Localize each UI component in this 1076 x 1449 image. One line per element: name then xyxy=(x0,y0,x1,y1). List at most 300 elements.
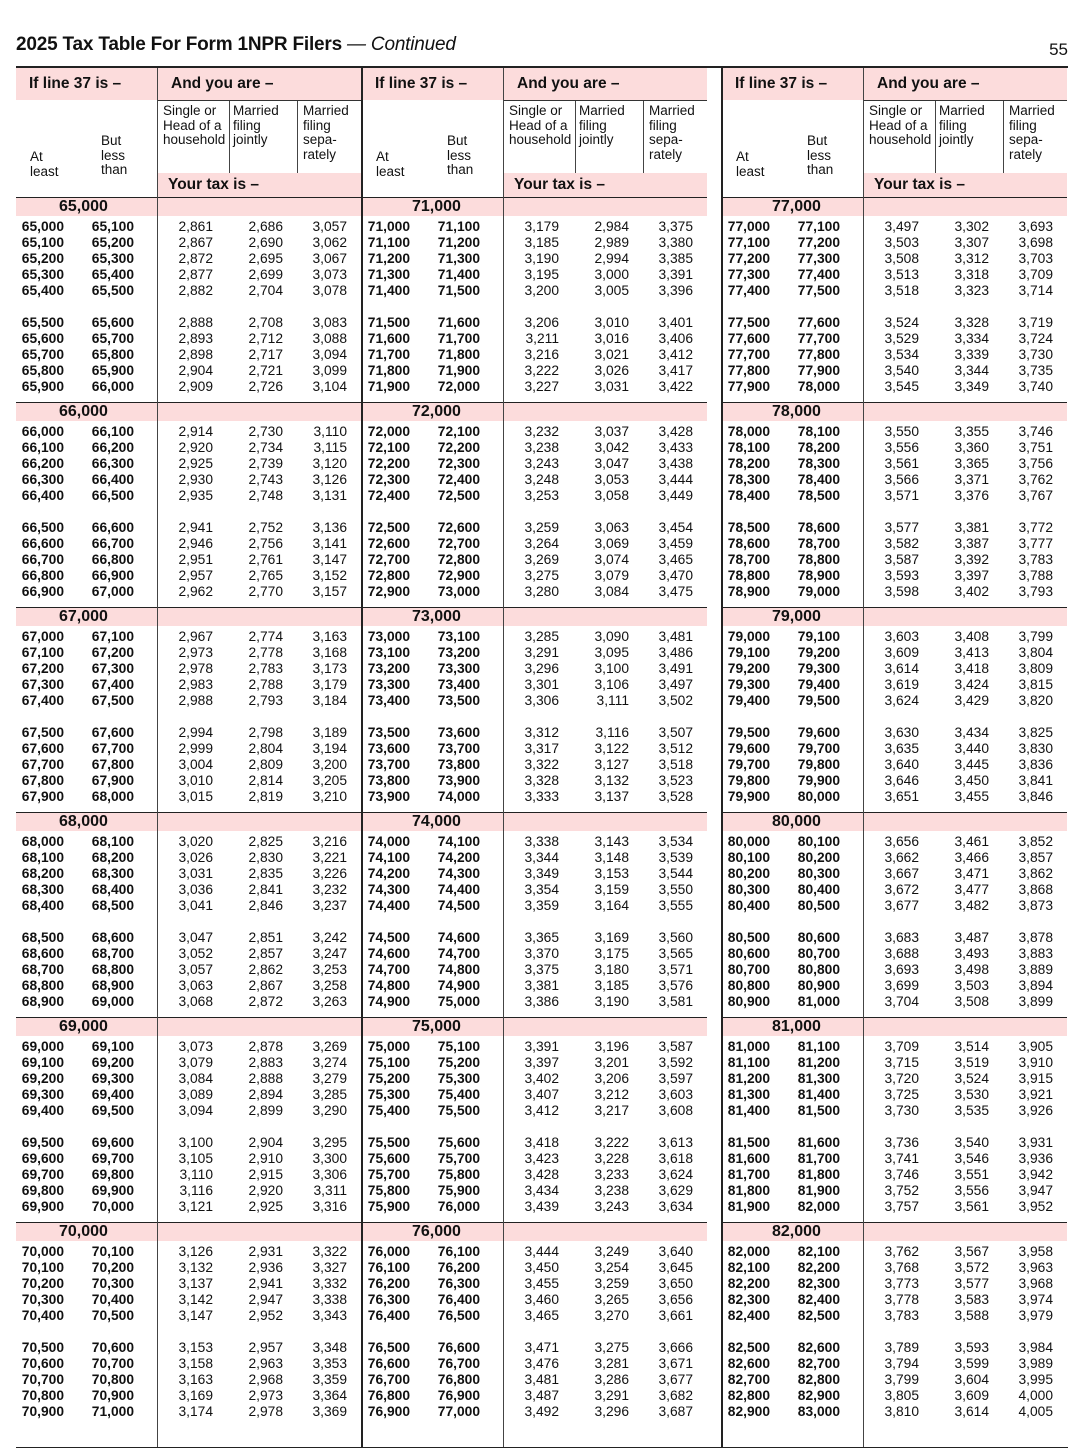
single-tax-value: 3,370 xyxy=(524,946,559,961)
table-row xyxy=(722,773,1067,789)
married-separately-tax-value: 3,592 xyxy=(658,1055,693,1070)
at-least-value: 67,000 xyxy=(21,629,64,644)
married-jointly-tax-value: 3,561 xyxy=(954,1199,989,1214)
table-row xyxy=(722,363,1067,379)
single-tax-value: 3,741 xyxy=(884,1151,919,1166)
at-least-value: 80,100 xyxy=(727,850,770,865)
married-separately-tax-value: 3,958 xyxy=(1018,1244,1053,1259)
at-least-value: 74,500 xyxy=(367,930,410,945)
table-row xyxy=(16,1308,361,1324)
but-less-than-value: 82,600 xyxy=(797,1340,840,1355)
married-jointly-tax-value: 3,069 xyxy=(594,536,629,551)
at-least-value: 81,300 xyxy=(727,1087,770,1102)
at-least-value: 82,300 xyxy=(727,1292,770,1307)
married-jointly-tax-value: 2,783 xyxy=(248,661,283,676)
married-separately-tax-value: 3,279 xyxy=(312,1071,347,1086)
if-line-label: If line 37 is – xyxy=(29,75,122,92)
body-column-divider xyxy=(863,197,864,1447)
single-tax-value: 3,381 xyxy=(524,978,559,993)
married-separately-tax-value: 3,788 xyxy=(1018,568,1053,583)
table-row xyxy=(362,267,707,283)
married-separately-tax-value: 3,057 xyxy=(312,219,347,234)
band-label: 77,000 xyxy=(772,198,821,215)
at-least-value: 75,000 xyxy=(367,1039,410,1054)
single-tax-value: 3,534 xyxy=(884,347,919,362)
table-row xyxy=(362,1340,707,1356)
but-less-than-value: 77,400 xyxy=(797,267,840,282)
married-separately-tax-value: 3,915 xyxy=(1018,1071,1053,1086)
married-jointly-tax-value: 3,349 xyxy=(954,379,989,394)
single-tax-value: 3,603 xyxy=(884,629,919,644)
at-least-value: 69,600 xyxy=(21,1151,64,1166)
single-tax-value: 3,762 xyxy=(884,1244,919,1259)
table-row xyxy=(362,1167,707,1183)
at-least-value: 66,600 xyxy=(21,536,64,551)
but-less-than-value: 70,700 xyxy=(91,1356,134,1371)
but-less-than-value: 75,200 xyxy=(437,1055,480,1070)
but-less-than-value: 74,300 xyxy=(437,866,480,881)
body-column-divider xyxy=(157,197,158,1447)
table-row xyxy=(722,568,1067,584)
but-less-than-value: 80,100 xyxy=(797,834,840,849)
table-row xyxy=(362,1276,707,1292)
married-jointly-tax-value: 2,862 xyxy=(248,962,283,977)
at-least-value: 82,100 xyxy=(727,1260,770,1275)
at-least-value: 79,200 xyxy=(727,661,770,676)
your-tax-is-label: Your tax is – xyxy=(514,176,606,193)
married-separately-tax-value: 3,285 xyxy=(312,1087,347,1102)
table-row xyxy=(722,1388,1067,1404)
married-separately-tax-value: 3,565 xyxy=(658,946,693,961)
table-row xyxy=(16,789,361,805)
col-at-least: At least xyxy=(376,149,405,179)
page-title xyxy=(16,34,456,56)
at-least-value: 69,500 xyxy=(21,1135,64,1150)
single-tax-value: 3,423 xyxy=(524,1151,559,1166)
single-tax-value: 3,264 xyxy=(524,536,559,551)
table-row xyxy=(722,1135,1067,1151)
married-jointly-tax-value: 3,217 xyxy=(594,1103,629,1118)
single-tax-value: 3,487 xyxy=(524,1388,559,1403)
col-single: Single or Head of a household xyxy=(163,103,226,147)
if-line-header xyxy=(722,68,863,100)
but-less-than-value: 65,300 xyxy=(91,251,134,266)
but-less-than-value: 71,900 xyxy=(437,363,480,378)
married-separately-tax-value: 3,205 xyxy=(312,773,347,788)
married-jointly-tax-value: 3,259 xyxy=(594,1276,629,1291)
table-row xyxy=(362,1199,707,1215)
at-least-value: 71,200 xyxy=(367,251,410,266)
married-separately-tax-value: 3,189 xyxy=(312,725,347,740)
at-least-value: 65,300 xyxy=(21,267,64,282)
married-jointly-tax-value: 3,238 xyxy=(594,1183,629,1198)
married-jointly-tax-value: 3,312 xyxy=(954,251,989,266)
married-separately-tax-value: 3,815 xyxy=(1018,677,1053,692)
table-row xyxy=(16,1039,361,1055)
single-tax-value: 3,338 xyxy=(524,834,559,849)
table-row xyxy=(16,1103,361,1119)
married-jointly-tax-value: 3,302 xyxy=(954,219,989,234)
single-tax-value: 3,306 xyxy=(524,693,559,708)
married-jointly-tax-value: 2,941 xyxy=(248,1276,283,1291)
married-separately-tax-value: 3,449 xyxy=(658,488,693,503)
at-least-value: 76,500 xyxy=(367,1340,410,1355)
married-separately-tax-value: 3,830 xyxy=(1018,741,1053,756)
but-less-than-value: 66,000 xyxy=(91,379,134,394)
table-row xyxy=(722,850,1067,866)
married-jointly-tax-value: 3,487 xyxy=(954,930,989,945)
married-separately-tax-value: 3,126 xyxy=(312,472,347,487)
but-less-than-value: 67,100 xyxy=(91,629,134,644)
single-tax-value: 3,630 xyxy=(884,725,919,740)
single-tax-value: 3,662 xyxy=(884,850,919,865)
body-column-divider xyxy=(503,197,504,1447)
single-tax-value: 3,285 xyxy=(524,629,559,644)
but-less-than-value: 76,800 xyxy=(437,1372,480,1387)
band-header xyxy=(362,812,707,831)
married-separately-tax-value: 3,073 xyxy=(312,267,347,282)
at-least-value: 80,800 xyxy=(727,978,770,993)
but-less-than-value: 66,200 xyxy=(91,440,134,455)
married-separately-tax-value: 3,587 xyxy=(658,1039,693,1054)
married-separately-tax-value: 3,173 xyxy=(312,661,347,676)
table-row xyxy=(16,693,361,709)
single-tax-value: 2,999 xyxy=(178,741,213,756)
single-tax-value: 3,238 xyxy=(524,440,559,455)
single-tax-value: 3,026 xyxy=(178,850,213,865)
col-married-separately: Married filing sepa- rately xyxy=(303,103,349,162)
single-tax-value: 3,805 xyxy=(884,1388,919,1403)
married-separately-tax-value: 3,343 xyxy=(312,1308,347,1323)
single-tax-value: 3,789 xyxy=(884,1340,919,1355)
single-tax-value: 3,089 xyxy=(178,1087,213,1102)
married-jointly-tax-value: 3,010 xyxy=(594,315,629,330)
table-row xyxy=(362,629,707,645)
but-less-than-value: 73,000 xyxy=(437,584,480,599)
table-row xyxy=(722,1183,1067,1199)
at-least-value: 73,100 xyxy=(367,645,410,660)
at-least-value: 71,600 xyxy=(367,331,410,346)
but-less-than-value: 68,200 xyxy=(91,850,134,865)
married-separately-tax-value: 3,179 xyxy=(312,677,347,692)
married-jointly-tax-value: 2,952 xyxy=(248,1308,283,1323)
married-jointly-tax-value: 3,471 xyxy=(954,866,989,881)
at-least-value: 68,100 xyxy=(21,850,64,865)
single-tax-value: 3,253 xyxy=(524,488,559,503)
band-label: 82,000 xyxy=(772,1223,821,1240)
married-separately-tax-value: 3,385 xyxy=(658,251,693,266)
table-row xyxy=(16,1356,361,1372)
married-separately-tax-value: 3,094 xyxy=(312,347,347,362)
married-separately-tax-value: 3,883 xyxy=(1018,946,1053,961)
table-row xyxy=(16,741,361,757)
married-jointly-tax-value: 3,593 xyxy=(954,1340,989,1355)
table-row xyxy=(722,1308,1067,1324)
tax-table xyxy=(16,66,1068,1448)
married-jointly-tax-value: 3,440 xyxy=(954,741,989,756)
at-least-value: 76,100 xyxy=(367,1260,410,1275)
married-separately-tax-value: 3,746 xyxy=(1018,424,1053,439)
col-single: Single or Head of a household xyxy=(869,103,932,147)
table-row xyxy=(722,219,1067,235)
but-less-than-value: 77,500 xyxy=(797,283,840,298)
single-tax-value: 3,179 xyxy=(524,219,559,234)
single-tax-value: 3,163 xyxy=(178,1372,213,1387)
but-less-than-value: 71,200 xyxy=(437,235,480,250)
at-least-value: 71,700 xyxy=(367,347,410,362)
single-tax-value: 3,174 xyxy=(178,1404,213,1419)
married-separately-tax-value: 3,226 xyxy=(312,866,347,881)
but-less-than-value: 79,100 xyxy=(797,629,840,644)
single-tax-value: 2,941 xyxy=(178,520,213,535)
married-jointly-tax-value: 3,365 xyxy=(954,456,989,471)
single-tax-value: 3,746 xyxy=(884,1167,919,1182)
married-jointly-tax-value: 3,254 xyxy=(594,1260,629,1275)
single-tax-value: 3,471 xyxy=(524,1340,559,1355)
married-jointly-tax-value: 2,867 xyxy=(248,978,283,993)
married-jointly-tax-value: 2,748 xyxy=(248,488,283,503)
single-tax-value: 3,693 xyxy=(884,962,919,977)
at-least-value: 77,600 xyxy=(727,331,770,346)
but-less-than-value: 77,600 xyxy=(797,315,840,330)
married-separately-tax-value: 3,783 xyxy=(1018,552,1053,567)
married-separately-tax-value: 3,247 xyxy=(312,946,347,961)
married-separately-tax-value: 3,104 xyxy=(312,379,347,394)
married-jointly-tax-value: 3,037 xyxy=(594,424,629,439)
married-separately-tax-value: 3,846 xyxy=(1018,789,1053,804)
married-separately-tax-value: 3,258 xyxy=(312,978,347,993)
at-least-value: 68,200 xyxy=(21,866,64,881)
and-you-are-label: And you are – xyxy=(171,75,274,92)
at-least-value: 69,800 xyxy=(21,1183,64,1198)
at-least-value: 78,000 xyxy=(727,424,770,439)
table-row xyxy=(722,283,1067,299)
single-tax-value: 3,418 xyxy=(524,1135,559,1150)
at-least-value: 80,500 xyxy=(727,930,770,945)
table-row xyxy=(722,898,1067,914)
married-jointly-tax-value: 3,535 xyxy=(954,1103,989,1118)
single-tax-value: 3,349 xyxy=(524,866,559,881)
single-tax-value: 3,556 xyxy=(884,440,919,455)
but-less-than-value: 73,500 xyxy=(437,693,480,708)
header-rule xyxy=(504,100,707,101)
single-tax-value: 3,725 xyxy=(884,1087,919,1102)
at-least-value: 74,300 xyxy=(367,882,410,897)
married-jointly-tax-value: 2,931 xyxy=(248,1244,283,1259)
at-least-value: 70,100 xyxy=(21,1260,64,1275)
married-separately-tax-value: 3,899 xyxy=(1018,994,1053,1009)
single-tax-value: 3,232 xyxy=(524,424,559,439)
at-least-value: 80,000 xyxy=(727,834,770,849)
at-least-value: 77,500 xyxy=(727,315,770,330)
married-jointly-tax-value: 2,899 xyxy=(248,1103,283,1118)
at-least-value: 81,700 xyxy=(727,1167,770,1182)
at-least-value: 81,400 xyxy=(727,1103,770,1118)
married-separately-tax-value: 3,470 xyxy=(658,568,693,583)
table-row xyxy=(16,1071,361,1087)
at-least-value: 79,700 xyxy=(727,757,770,772)
single-tax-value: 2,882 xyxy=(178,283,213,298)
at-least-value: 68,500 xyxy=(21,930,64,945)
single-tax-value: 3,200 xyxy=(524,283,559,298)
but-less-than-value: 70,400 xyxy=(91,1292,134,1307)
table-row xyxy=(16,1055,361,1071)
married-jointly-tax-value: 2,756 xyxy=(248,536,283,551)
married-jointly-tax-value: 2,708 xyxy=(248,315,283,330)
table-row xyxy=(362,1151,707,1167)
married-jointly-tax-value: 2,830 xyxy=(248,850,283,865)
but-less-than-value: 80,600 xyxy=(797,930,840,945)
single-tax-value: 3,317 xyxy=(524,741,559,756)
but-less-than-value: 77,300 xyxy=(797,251,840,266)
married-jointly-tax-value: 3,556 xyxy=(954,1183,989,1198)
but-less-than-value: 72,000 xyxy=(437,379,480,394)
at-least-value: 72,700 xyxy=(367,552,410,567)
table-row xyxy=(362,1308,707,1324)
table-row xyxy=(16,584,361,600)
at-least-value: 75,600 xyxy=(367,1151,410,1166)
table-row xyxy=(722,1244,1067,1260)
table-row xyxy=(362,1356,707,1372)
table-row xyxy=(362,1372,707,1388)
married-separately-tax-value: 3,576 xyxy=(658,978,693,993)
married-jointly-tax-value: 2,809 xyxy=(248,757,283,772)
table-row xyxy=(16,1151,361,1167)
at-least-value: 72,600 xyxy=(367,536,410,551)
but-less-than-value: 73,100 xyxy=(437,629,480,644)
but-less-than-value: 79,600 xyxy=(797,725,840,740)
at-least-value: 78,700 xyxy=(727,552,770,567)
married-jointly-tax-value: 3,286 xyxy=(594,1372,629,1387)
married-separately-tax-value: 3,475 xyxy=(658,584,693,599)
single-tax-value: 3,063 xyxy=(178,978,213,993)
single-tax-value: 3,640 xyxy=(884,757,919,772)
at-least-value: 76,600 xyxy=(367,1356,410,1371)
single-tax-value: 3,508 xyxy=(884,251,919,266)
but-less-than-value: 80,000 xyxy=(797,789,840,804)
but-less-than-value: 82,000 xyxy=(797,1199,840,1214)
married-separately-tax-value: 3,666 xyxy=(658,1340,693,1355)
married-separately-tax-value: 3,730 xyxy=(1018,347,1053,362)
at-least-value: 76,000 xyxy=(367,1244,410,1259)
but-less-than-value: 65,900 xyxy=(91,363,134,378)
married-separately-tax-value: 3,984 xyxy=(1018,1340,1053,1355)
married-jointly-tax-value: 3,190 xyxy=(594,994,629,1009)
at-least-value: 71,400 xyxy=(367,283,410,298)
table-row xyxy=(16,379,361,395)
single-tax-value: 2,957 xyxy=(178,568,213,583)
but-less-than-value: 74,100 xyxy=(437,834,480,849)
single-tax-value: 3,052 xyxy=(178,946,213,961)
table-row xyxy=(362,584,707,600)
single-tax-value: 3,243 xyxy=(524,456,559,471)
at-least-value: 69,000 xyxy=(21,1039,64,1054)
table-row xyxy=(16,488,361,504)
band-label: 76,000 xyxy=(412,1223,461,1240)
married-separately-tax-value: 3,088 xyxy=(312,331,347,346)
table-row xyxy=(362,773,707,789)
single-tax-value: 3,709 xyxy=(884,1039,919,1054)
but-less-than-value: 72,500 xyxy=(437,488,480,503)
at-least-value: 73,200 xyxy=(367,661,410,676)
table-row xyxy=(362,315,707,331)
but-less-than-value: 67,400 xyxy=(91,677,134,692)
table-row xyxy=(16,1372,361,1388)
single-tax-value: 3,211 xyxy=(525,331,559,346)
at-least-value: 74,400 xyxy=(367,898,410,913)
table-row xyxy=(362,472,707,488)
single-tax-value: 3,587 xyxy=(884,552,919,567)
married-separately-tax-value: 3,136 xyxy=(312,520,347,535)
married-jointly-tax-value: 3,291 xyxy=(594,1388,629,1403)
status-divider xyxy=(643,101,644,173)
at-least-value: 76,700 xyxy=(367,1372,410,1387)
married-jointly-tax-value: 3,100 xyxy=(594,661,629,676)
married-jointly-tax-value: 2,717 xyxy=(248,347,283,362)
at-least-value: 78,800 xyxy=(727,568,770,583)
at-least-value: 67,200 xyxy=(21,661,64,676)
single-tax-value: 3,105 xyxy=(178,1151,213,1166)
married-separately-tax-value: 3,634 xyxy=(658,1199,693,1214)
table-row xyxy=(16,725,361,741)
at-least-value: 73,900 xyxy=(367,789,410,804)
married-jointly-tax-value: 3,376 xyxy=(954,488,989,503)
table-row xyxy=(362,1388,707,1404)
married-jointly-tax-value: 2,910 xyxy=(248,1151,283,1166)
at-least-value: 72,800 xyxy=(367,568,410,583)
at-least-value: 74,900 xyxy=(367,994,410,1009)
single-tax-value: 3,577 xyxy=(884,520,919,535)
married-jointly-tax-value: 2,730 xyxy=(248,424,283,439)
but-less-than-value: 66,500 xyxy=(91,488,134,503)
married-jointly-tax-value: 3,111 xyxy=(596,693,629,708)
married-jointly-tax-value: 2,721 xyxy=(248,363,283,378)
married-jointly-tax-value: 2,915 xyxy=(248,1167,283,1182)
at-least-value: 68,800 xyxy=(21,978,64,993)
single-tax-value: 3,624 xyxy=(884,693,919,708)
married-separately-tax-value: 3,581 xyxy=(658,994,693,1009)
table-row xyxy=(16,898,361,914)
single-tax-value: 2,893 xyxy=(178,331,213,346)
single-tax-value: 3,768 xyxy=(884,1260,919,1275)
table-row xyxy=(16,1404,361,1420)
married-separately-tax-value: 3,115 xyxy=(313,440,347,455)
but-less-than-value: 67,500 xyxy=(91,693,134,708)
table-row xyxy=(16,994,361,1010)
table-row xyxy=(16,757,361,773)
married-separately-tax-value: 3,221 xyxy=(312,850,347,865)
at-least-value: 75,300 xyxy=(367,1087,410,1102)
at-least-value: 79,900 xyxy=(727,789,770,804)
married-separately-tax-value: 3,380 xyxy=(658,235,693,250)
col-married-jointly: Married filing jointly xyxy=(939,103,985,147)
table-row xyxy=(722,267,1067,283)
at-least-value: 67,100 xyxy=(21,645,64,660)
but-less-than-value: 80,200 xyxy=(797,850,840,865)
at-least-value: 66,900 xyxy=(21,584,64,599)
but-less-than-value: 66,400 xyxy=(91,472,134,487)
single-tax-value: 3,222 xyxy=(524,363,559,378)
but-less-than-value: 79,300 xyxy=(797,661,840,676)
at-least-value: 79,500 xyxy=(727,725,770,740)
married-jointly-tax-value: 3,016 xyxy=(594,331,629,346)
table-row xyxy=(16,1276,361,1292)
band-label: 67,000 xyxy=(59,608,108,625)
married-jointly-tax-value: 3,408 xyxy=(954,629,989,644)
single-tax-value: 3,566 xyxy=(884,472,919,487)
table-row xyxy=(16,536,361,552)
but-less-than-value: 73,800 xyxy=(437,757,480,772)
